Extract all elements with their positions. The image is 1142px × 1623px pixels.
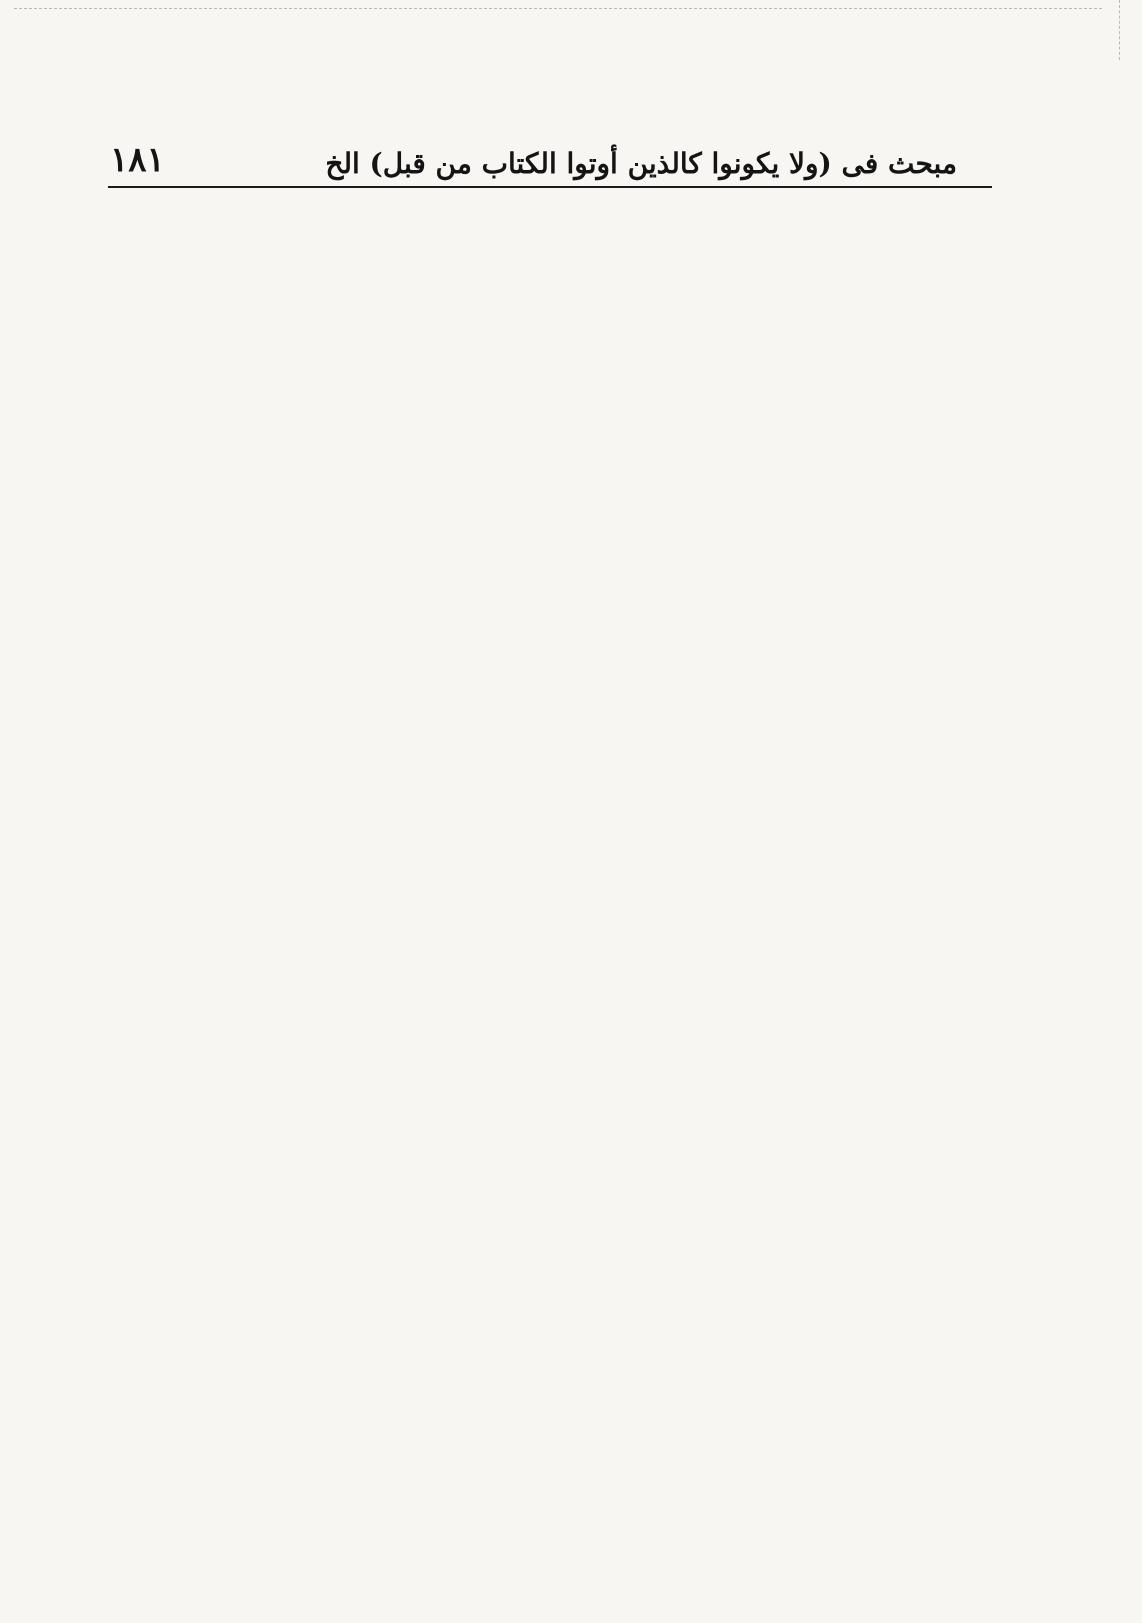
page-header [110,130,957,180]
running-title: مبحث فى (ولا يكونوا كالذين أوتوا الكتاب من قبل) الخ [325,147,957,180]
scan-border-top [14,8,1102,9]
scan-border-right [1119,0,1120,60]
body-text [110,195,982,1595]
header-rule [108,186,992,188]
page-number: ١٨١ [110,140,165,180]
